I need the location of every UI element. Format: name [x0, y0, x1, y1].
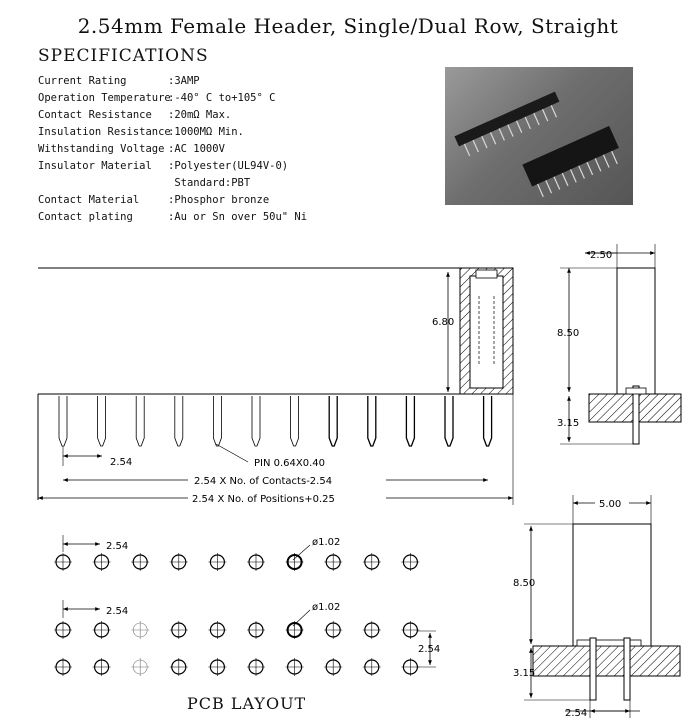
front-pin — [329, 396, 337, 446]
pcb-hole — [363, 658, 381, 676]
pcb-hole — [93, 621, 111, 639]
pcb-hole — [247, 621, 265, 639]
pcb-hole — [54, 621, 72, 639]
pcb-hole — [401, 658, 419, 676]
pcb-hole — [324, 621, 342, 639]
dim-single-tail-label: 3.15 — [557, 418, 580, 429]
front-pin — [368, 396, 376, 446]
pcb-hole — [324, 658, 342, 676]
dim-pin-size — [216, 444, 325, 469]
front-pin — [291, 396, 299, 446]
dim-side-height — [432, 272, 454, 392]
dim-dual-pitch-label: 2.54 — [565, 708, 588, 719]
pcb-hole — [131, 553, 149, 571]
dim-dual-tail-label: 3.15 — [513, 668, 536, 679]
dim-hole-dia-label: ø1.02 — [312, 537, 341, 548]
spec-label: Operation Temperature — [38, 92, 171, 104]
dim-positions — [38, 394, 513, 505]
dim-hole-dia-dual-label: ø1.02 — [312, 602, 341, 613]
spec-label: Insulator Material — [38, 160, 152, 172]
spec-value: Standard:PBT — [168, 177, 251, 189]
spec-value: :AC 1000V — [168, 143, 225, 155]
spec-label: Contact Resistance — [38, 109, 152, 121]
pcb-hole — [131, 621, 149, 639]
pcb-hole — [170, 553, 188, 571]
pcb-hole — [401, 621, 419, 639]
dim-positions-label: 2.54 X No. of Positions+0.25 — [192, 494, 335, 505]
dual-side-view — [513, 495, 680, 719]
pcb-hole — [401, 553, 419, 571]
pcb-hole — [247, 553, 265, 571]
dim-pcb-dual-pitch-label: 2.54 — [106, 606, 129, 617]
dim-pitch-front-label: 2.54 — [110, 457, 133, 468]
dim-contacts-label: 2.54 X No. of Contacts-2.54 — [194, 476, 333, 487]
pcb-hole — [170, 658, 188, 676]
pcb-hole — [54, 658, 72, 676]
pcb-hole — [324, 553, 342, 571]
spec-label: Withstanding Voltage — [38, 143, 165, 155]
dim-single-width-label: 2.50 — [590, 250, 613, 261]
dim-dual-width-label: 5.00 — [599, 499, 622, 510]
spec-label: Insulation Resistance — [38, 126, 171, 138]
front-pin — [136, 396, 144, 446]
front-pin — [59, 396, 67, 446]
front-pin — [252, 396, 260, 446]
pcb-hole — [93, 553, 111, 571]
pcb-hole — [286, 621, 304, 639]
spec-label: Contact plating — [38, 211, 133, 223]
spec-value: :Phosphor bronze — [168, 194, 270, 206]
front-pin — [98, 396, 106, 446]
dim-single-body-label: 8.50 — [557, 328, 580, 339]
pcb-layout-label: PCB LAYOUT — [187, 694, 307, 713]
dim-pitch-front — [63, 446, 132, 468]
pcb-hole — [208, 658, 226, 676]
pcb-hole — [170, 621, 188, 639]
pcb-hole — [363, 621, 381, 639]
spec-value: :1000MΩ Min. — [168, 126, 244, 138]
dim-pin-size-label: PIN 0.64X0.40 — [254, 458, 326, 469]
front-pin — [484, 396, 492, 446]
page-title: 2.54mm Female Header, Single/Dual Row, Straight — [77, 14, 619, 38]
pcb-hole — [93, 658, 111, 676]
pcb-hole — [247, 658, 265, 676]
single-side-view — [557, 244, 681, 444]
dim-contacts — [63, 473, 488, 487]
spec-value: :3AMP — [168, 75, 200, 87]
front-pin — [445, 396, 453, 446]
spec-value: :-40° C to+105° C — [168, 92, 276, 104]
front-pin — [213, 396, 221, 446]
dim-pcb-pitch-label: 2.54 — [106, 541, 129, 552]
pcb-hole — [286, 553, 304, 571]
spec-value: :Polyester(UL94V-0) — [168, 160, 289, 172]
front-pin — [175, 396, 183, 446]
dim-dual-body-label: 8.50 — [513, 578, 536, 589]
specifications-heading: SPECIFICATIONS — [38, 46, 209, 66]
spec-value: :20mΩ Max. — [168, 109, 232, 121]
front-pins — [59, 396, 492, 446]
pcb-hole — [363, 553, 381, 571]
pcb-hole — [131, 658, 149, 676]
spec-value: :Au or Sn over 50u" Ni — [168, 211, 308, 223]
dim-row-pitch-label: 2.54 — [418, 644, 441, 655]
dim-side-height-label: 6.80 — [432, 317, 455, 328]
pcb-hole — [286, 658, 304, 676]
front-pin — [406, 396, 414, 446]
pcb-hole — [54, 553, 72, 571]
pcb-hole — [208, 621, 226, 639]
spec-label: Current Rating — [38, 75, 127, 87]
spec-label: Contact Material — [38, 194, 140, 206]
pcb-hole — [208, 553, 226, 571]
